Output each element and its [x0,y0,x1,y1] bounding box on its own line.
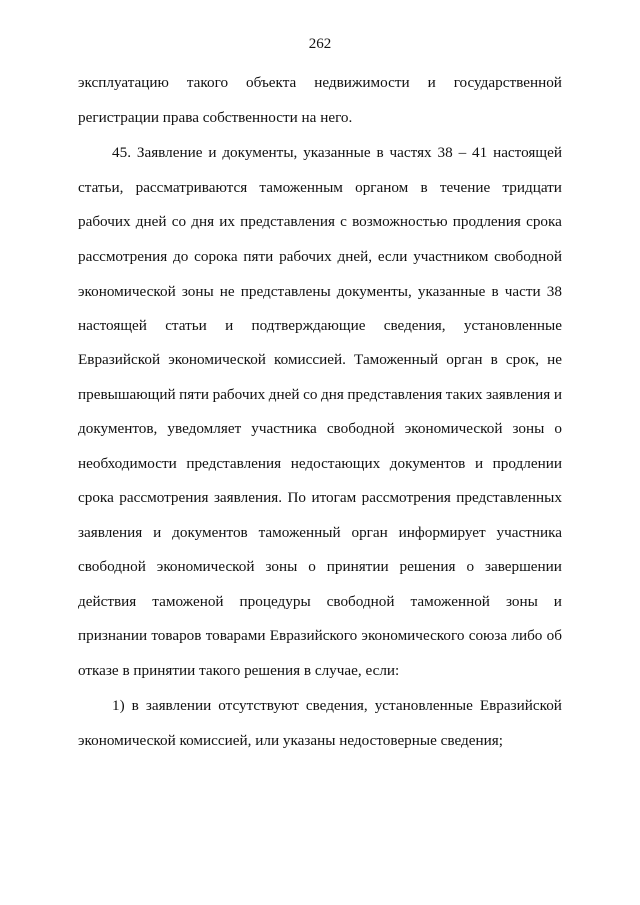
word: рабочих [212,386,266,403]
word: сведения, [305,697,368,714]
word: 45. [112,144,131,161]
text-line [78,488,562,508]
word: установленные [463,317,562,334]
word: таможенным [259,179,343,196]
word: дней, [337,248,373,265]
text-line: отказе в принятии такого решения в случае, если: [78,662,400,679]
word: 41 [472,144,488,161]
word: дня [191,213,215,230]
word: и [427,74,436,91]
word: представления [186,455,282,472]
text-line [78,316,562,336]
word: рассматриваются [135,179,248,196]
word: процедуры [239,593,311,610]
word: рассмотрения [361,489,451,506]
word: Евразийского [269,627,358,644]
word: объекта [246,74,297,91]
text-line [78,73,562,93]
word: рабочих [279,248,332,265]
word: решения [399,558,456,575]
word: заявлении [145,697,212,714]
word: в [131,697,139,714]
word: в [420,179,428,196]
word: и [153,524,162,541]
word: дней [135,213,167,230]
word: срок, [505,351,539,368]
text-line [78,592,562,612]
word: По [287,489,306,506]
word: зоны [265,558,298,575]
text-line [78,282,562,302]
word: 38 [546,283,562,300]
word: органом [355,179,409,196]
word: таможеной [152,593,224,610]
word: и [553,386,562,403]
word: действия [78,593,137,610]
word: настоящей [78,317,147,334]
word: таких [445,386,483,403]
word: частях [389,144,432,161]
word: либо [511,627,543,644]
word: со [303,386,318,403]
text-line: регистрации права собственности на него. [78,109,353,126]
word: части [504,283,541,300]
word: недостающих [290,455,381,472]
word: представлены [240,283,331,300]
word: 1) [112,697,125,714]
word: возможностью [352,213,448,230]
word: свободной [326,593,395,610]
word: свободной [78,558,146,575]
text-line [78,557,562,577]
word: орган [351,524,388,541]
word: итогам [311,489,357,506]
word: рабочих [78,213,131,230]
word: эксплуатацию [78,74,169,91]
word: союза [468,627,508,644]
word: и [474,455,484,472]
word: об [546,627,562,644]
text-line [78,247,562,267]
word: свободной [494,248,562,265]
word: товарами [205,627,266,644]
word: документов, [78,420,158,437]
word: свободной [326,420,395,437]
word: пяти [179,386,210,403]
word: настоящей [493,144,562,161]
word: и [553,593,562,610]
word: заявления. [213,489,282,506]
word: таможенной [410,593,490,610]
word: зоны [181,283,214,300]
word: продлении [492,455,562,472]
text-line [78,350,562,370]
word: уведомляет [167,420,242,437]
word: экономической [404,420,503,437]
word: документы, [336,283,412,300]
word: в [491,283,499,300]
word: экономического [361,627,465,644]
word: со [171,213,187,230]
word: представления [240,213,335,230]
word: представленных [456,489,562,506]
page-number: 262 [308,36,332,52]
word: орган [446,351,483,368]
word: сведения, [383,317,446,334]
word: указанные [417,283,486,300]
word: комиссией. [274,351,346,368]
text-line: экономической комиссией, или указаны недостоверные сведения; [78,732,503,749]
word: зоны [512,420,545,437]
text-line [78,523,562,543]
word: участником [413,248,489,265]
word: и [225,317,234,334]
word: недвижимости [314,74,410,91]
word: необходимости [78,455,177,472]
word: в [490,351,498,368]
word: срока [78,489,114,506]
word: тридцати [502,179,562,196]
word: дня [320,386,344,403]
text-line [78,178,562,198]
word: документов [389,455,466,472]
word: рассмотрения [119,489,209,506]
word: о [308,558,316,575]
word: о [466,558,475,575]
word: срока [526,213,562,230]
word: установленные [374,697,473,714]
text-line [78,419,562,439]
word: статьи, [78,179,124,196]
word: их [219,213,235,230]
word: превышающий [78,386,176,403]
word: не [219,283,235,300]
word: если [377,248,408,265]
word: не [547,351,562,368]
word: экономической [156,558,255,575]
word: с [340,213,347,230]
text-line [78,454,562,474]
word: и [208,144,217,161]
word: документы, [222,144,298,161]
text-line [78,212,562,232]
word: таможенный [258,524,341,541]
word: рассмотрения [78,248,168,265]
word: дней [268,386,300,403]
word: подтверждающие [251,317,366,334]
list-item-1-first-line [112,696,562,716]
word: о [554,420,562,437]
word: экономической [168,351,266,368]
word: заявления [486,386,551,403]
word: заявления [78,524,143,541]
word: – [458,144,467,161]
word: Заявление [136,144,203,161]
word: Евразийской [479,697,562,714]
text-line [78,385,562,405]
word: сорока [194,248,238,265]
word: отсутствуют [218,697,299,714]
word: признании [78,627,148,644]
word: участника [496,524,562,541]
word: завершении [484,558,562,575]
text-line [78,626,562,646]
word: продления [452,213,521,230]
word: статьи [165,317,207,334]
word: Евразийской [78,351,161,368]
word: пяти [243,248,274,265]
word: принятии [326,558,389,575]
word: такого [186,74,229,91]
word: течение [439,179,491,196]
word: до [173,248,189,265]
word: участника [251,420,317,437]
word: информирует [398,524,486,541]
word: документов [172,524,248,541]
word: государственной [453,74,562,91]
word: 38 [437,144,453,161]
paragraph-45-first-line [112,143,562,163]
word: товаров [151,627,202,644]
word: Таможенный [354,351,439,368]
word: представления [347,386,443,403]
word: экономической [78,283,176,300]
word: в [376,144,384,161]
word: зоны [505,593,538,610]
word: указанные [303,144,371,161]
